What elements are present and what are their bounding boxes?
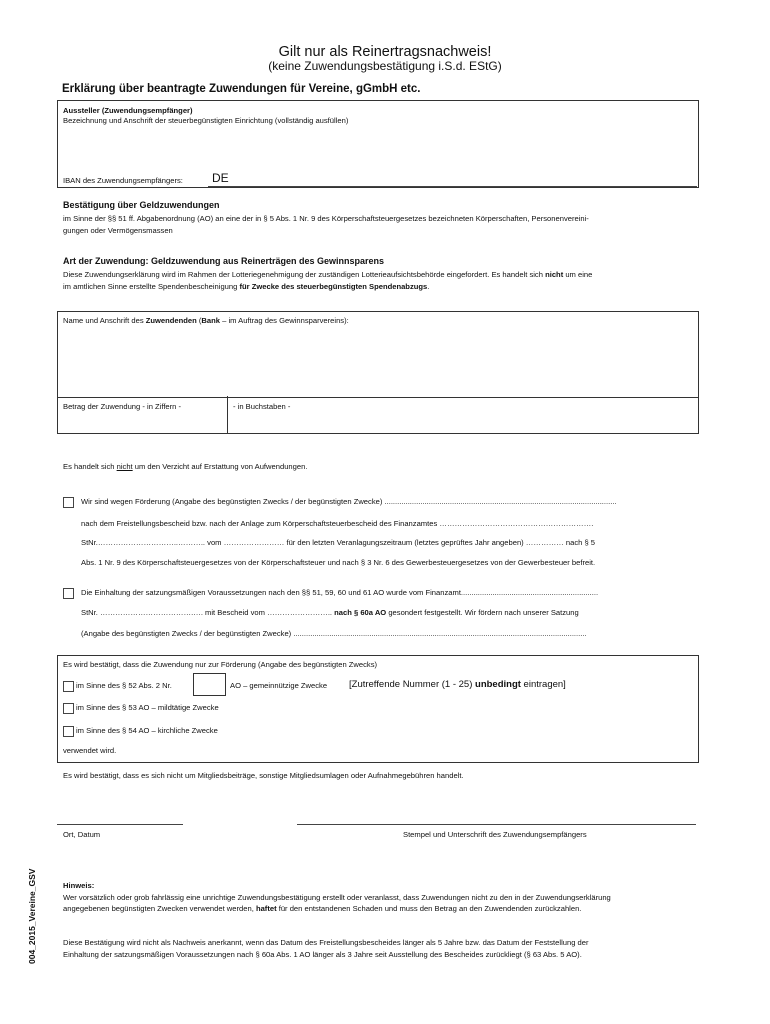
zuwendender-label — [63, 315, 349, 326]
art-text1-b: nicht — [545, 270, 564, 279]
hinweis-heading: Hinweis: — [63, 881, 95, 890]
form-heading: Erklärung über beantragte Zuwendungen für Vereine, gGmbH etc. — [62, 83, 421, 95]
confirm-54-label: im Sinne des § 54 AO – kirchliche Zwecke — [76, 726, 218, 735]
art-text1-c: um eine — [563, 270, 593, 279]
aussteller-description: Bezeichnung und Anschrift der steuerbegünstigten Einrichtung (vollständig ausfüllen) — [63, 116, 349, 125]
option1-line2: nach dem Freistellungsbescheid bzw. nach der Anlage zum Körperschaftsteuerbescheid des Finanzamtes ……………………………………………………. — [81, 519, 594, 528]
confirmation-intro: Es wird bestätigt, dass die Zuwendung nur zur Förderung (Angabe des begünstigten Zwecks) — [63, 660, 378, 669]
verzicht-b: nicht — [116, 462, 133, 471]
hinweis-p1-line2 — [63, 903, 581, 914]
confirm-52-note — [349, 678, 566, 691]
document-title: Gilt nur als Reinertragsnachweis! — [278, 44, 492, 60]
hinweis-p1-line2-c: für den entstandenen Schaden und muss den Betrag an den Zuwendenden zurückzahlen. — [276, 904, 582, 913]
signature-line[interactable] — [297, 824, 696, 825]
iban-underline — [208, 186, 697, 187]
confirm-52-note-c: eintragen] — [520, 679, 566, 690]
option2-line1: Die Einhaltung der satzungsmäßigen Voraussetzungen nach den §§ 51, 59, 60 und 61 AO wurde vom Finanzamt................................................................. — [81, 588, 599, 597]
geld-heading: Bestätigung über Geldzuwendungen — [63, 200, 220, 210]
option2-line2-c: gesondert festgestellt. Wir fördern nach unserer Satzung — [386, 608, 579, 617]
option2-line2-a: StNr. ……………………………….…. mit Bescheid vom …………………….. — [81, 608, 335, 617]
stempel-label: Stempel und Unterschrift des Zuwendungsempfängers — [403, 830, 587, 839]
option1-line3: StNr.…………………………..……….. vom …………………… für den letzten Veranlagungszeitraum (letztes geprüftes Jahr angeben) …………… nach § 5 — [81, 538, 596, 547]
zuwendender-d: Bank — [201, 316, 220, 325]
zuwendender-c: ( — [196, 316, 202, 325]
option2-checkbox[interactable] — [63, 588, 74, 599]
art-text2-a: im amtlichen Sinne erstellte Spendenbescheinigung — [63, 282, 240, 291]
hinweis-p1-line2-b: haftet — [255, 904, 277, 913]
confirm-53-label: im Sinne des § 53 AO – mildtätige Zwecke — [76, 703, 219, 712]
option1-checkbox[interactable] — [63, 497, 74, 508]
betrag-buchstaben-label: - in Buchstaben - — [233, 402, 291, 411]
zuwendender-a: Name und Anschrift des — [63, 316, 146, 325]
zuwendender-b: Zuwendenden — [145, 316, 197, 325]
confirm-52-checkbox[interactable] — [63, 681, 74, 692]
art-text2-b: für Zwecke des steuerbegünstigten Spendenabzugs — [239, 282, 428, 291]
verzicht-text — [63, 461, 307, 472]
option1-line1: Wir sind wegen Förderung (Angabe des begünstigten Zwecks / der begünstigten Zwecke) .............................................................................................................. — [81, 497, 617, 506]
verzicht-c: um den Verzicht auf Erstattung von Aufwendungen. — [132, 462, 308, 471]
option2-line2 — [81, 607, 701, 618]
iban-value[interactable]: DE — [212, 171, 229, 185]
confirmation-end: verwendet wird. — [63, 746, 117, 755]
hinweis-p2-line2: Einhaltung der satzungsmäßigen Voraussetzungen nach § 60a Abs. 1 AO länger als 3 Jahre seit Ausstellung des Bescheides zurückliegt (§ 63 Abs. 5 AO). — [63, 950, 582, 959]
art-heading: Art der Zuwendung: Geldzuwendung aus Reinerträgen des Gewinnsparens — [63, 256, 385, 266]
confirm-54-checkbox[interactable] — [63, 726, 74, 737]
confirm-52-note-b: unbedingt — [475, 679, 521, 690]
betrag-ziffern-label: Betrag der Zuwendung - in Ziffern - — [63, 402, 182, 411]
confirm-52-note-a: [Zutreffende Nummer (1 - 25) — [349, 679, 476, 690]
mitglied-statement: Es wird bestätigt, dass es sich nicht um Mitgliedsbeiträge, sonstige Mitgliedsumlagen oder Aufnahmegebühren handelt. — [63, 771, 464, 780]
option2-line2-b: nach § 60a AO — [334, 608, 387, 617]
nummer-input-box[interactable] — [193, 673, 226, 696]
art-text1-a: Diese Zuwendungserklärung wird im Rahmen der Lotteriegenehmigung der zuständigen Lotterieaufsichtsbehörde eingefordert. Es handelt sich — [63, 270, 546, 279]
hinweis-p1-line2-a: angegebenen begünstigten Zwecken verwendet werden, — [63, 904, 256, 913]
aussteller-label: Aussteller (Zuwendungsempfänger) — [63, 106, 193, 115]
art-text2-c: . — [427, 282, 430, 291]
geld-text-line1: im Sinne der §§ 51 ff. Abgabenordnung (AO) an eine der in § 5 Abs. 1 Nr. 9 des Körperschaftsteuergesetzes bezeichneten Körperschaften, Personenvereini- — [63, 214, 589, 223]
iban-label: IBAN des Zuwendungsempfängers: — [63, 176, 183, 185]
confirm-52-suffix: AO – gemeinnützige Zwecke — [230, 681, 328, 690]
form-code-label: 004_2015_Vereine_GSV — [27, 868, 37, 964]
hinweis-p1-line1: Wer vorsätzlich oder grob fahrlässig eine unrichtige Zuwendungsbestätigung erstellt oder veranlasst, dass Zuwendungen nicht zu den in der Zuwendungserklärung — [63, 893, 611, 902]
hinweis-p2-line1: Diese Bestätigung wird nicht als Nachweis anerkannt, wenn das Datum des Freistellungsbescheides länger als 5 Jahre bzw. das Datum der Feststellung der — [63, 938, 589, 947]
betrag-buchstaben-field[interactable] — [228, 397, 696, 433]
zuwendender-e: – im Auftrag des Gewinnsparvereins): — [220, 316, 349, 325]
option2-line3: (Angabe des begünstigten Zwecks / der begünstigten Zwecke) ........................................................................................................................................... — [81, 629, 587, 638]
geld-text-line2: gungen oder Vermögensmassen — [63, 226, 173, 235]
art-text-line2 — [63, 281, 429, 292]
document-subtitle: (keine Zuwendungsbestätigung i.S.d. EStG) — [268, 59, 502, 73]
ort-datum-label: Ort, Datum — [63, 830, 101, 839]
ort-datum-line[interactable] — [57, 824, 183, 825]
art-text-line1 — [63, 269, 592, 280]
confirm-53-checkbox[interactable] — [63, 703, 74, 714]
option1-line4: Abs. 1 Nr. 9 des Körperschaftsteuergesetzes von der Körperschaftsteuer und nach § 3 Nr. 6 des Gewerbesteuergesetzes von der Gewerbesteuer befreit. — [81, 558, 596, 567]
confirm-52-label: im Sinne des § 52 Abs. 2 Nr. — [76, 681, 172, 690]
verzicht-a: Es handelt sich — [63, 462, 117, 471]
